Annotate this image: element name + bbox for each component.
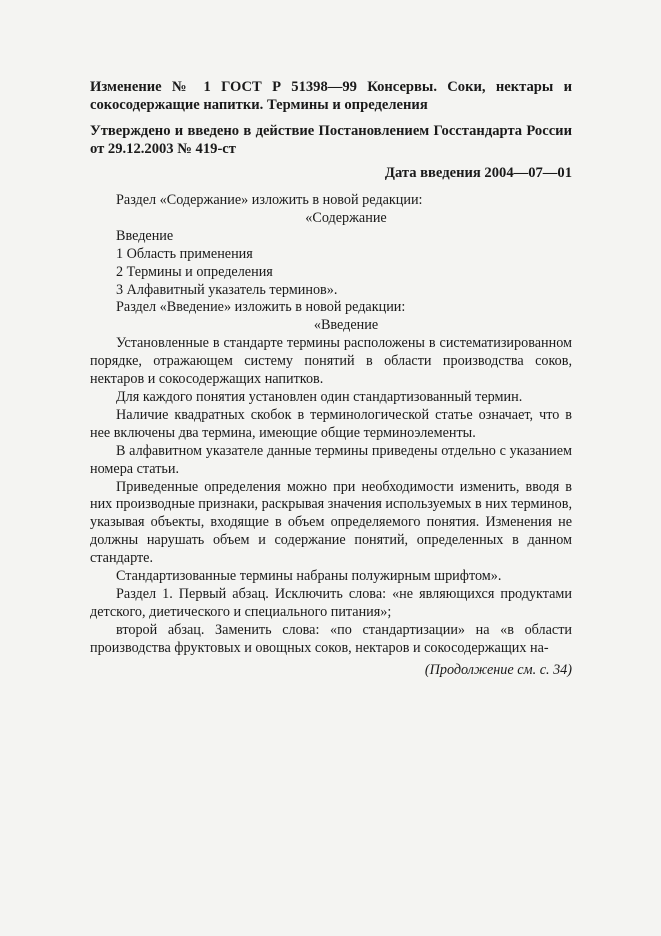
approval-statement: Утверждено и введено в действие Постановлением Госстандарта России от 29.12.2003 № 419-ст (90, 123, 572, 157)
paragraph: В алфавитном указателе данные термины приведены отдельно с указанием номера статьи. (90, 442, 572, 477)
effective-date: Дата введения 2004—07—01 (384, 165, 572, 181)
document-body (90, 192, 572, 658)
paragraph: Приведенные определения можно при необходимости изменить, вводя в них производные признаки, раскрывая значения используемых в них терминов, указывая объекты, входящие в объем определяемого понятия. Изменения не должны нарушать объем и содержание понятий, определенных в данном стандарте. (90, 478, 572, 567)
paragraph: Стандартизованные термины набраны полужирным шрифтом». (116, 568, 502, 585)
document-content (90, 78, 572, 679)
toc-heading: «Содержание (305, 209, 387, 226)
paragraph: Раздел «Введение» изложить в новой редакции: (116, 299, 406, 316)
paragraph: Наличие квадратных скобок в терминологической статье означает, что в нее включены два термина, имеющие общие терминоэлементы. (90, 406, 572, 441)
paragraph: Для каждого понятия установлен один стандартизованный термин. (116, 388, 523, 405)
amendment-title: Изменение № 1 ГОСТ Р 51398—99 Консервы. Соки, нектары и сокосодержащие напитки. Термины и определения (90, 79, 572, 113)
toc-item: 2 Термины и определения (116, 263, 273, 280)
paragraph: Раздел 1. Первый абзац. Исключить слова: «не являющихся продуктами детского, диетического и специального питания»; (90, 585, 572, 620)
paragraph: второй абзац. Заменить слова: «по стандартизации» на «в области производства фруктовых и овощных соков, нектаров и сокосодержащих на- (90, 621, 572, 656)
intro-heading: «Введение (313, 317, 379, 334)
paragraph: Раздел «Содержание» изложить в новой редакции: (116, 192, 423, 208)
toc-item: Введение (116, 227, 174, 244)
toc-item: 3 Алфавитный указатель терминов». (116, 281, 338, 298)
continuation-note: (Продолжение см. с. 34) (424, 661, 572, 678)
paragraph: Установленные в стандарте термины расположены в систематизированном порядке, отражающем систему понятий в области производства соков, нектаров и сокосодержащих напитков. (90, 335, 572, 388)
toc-item: 1 Область применения (116, 245, 253, 262)
